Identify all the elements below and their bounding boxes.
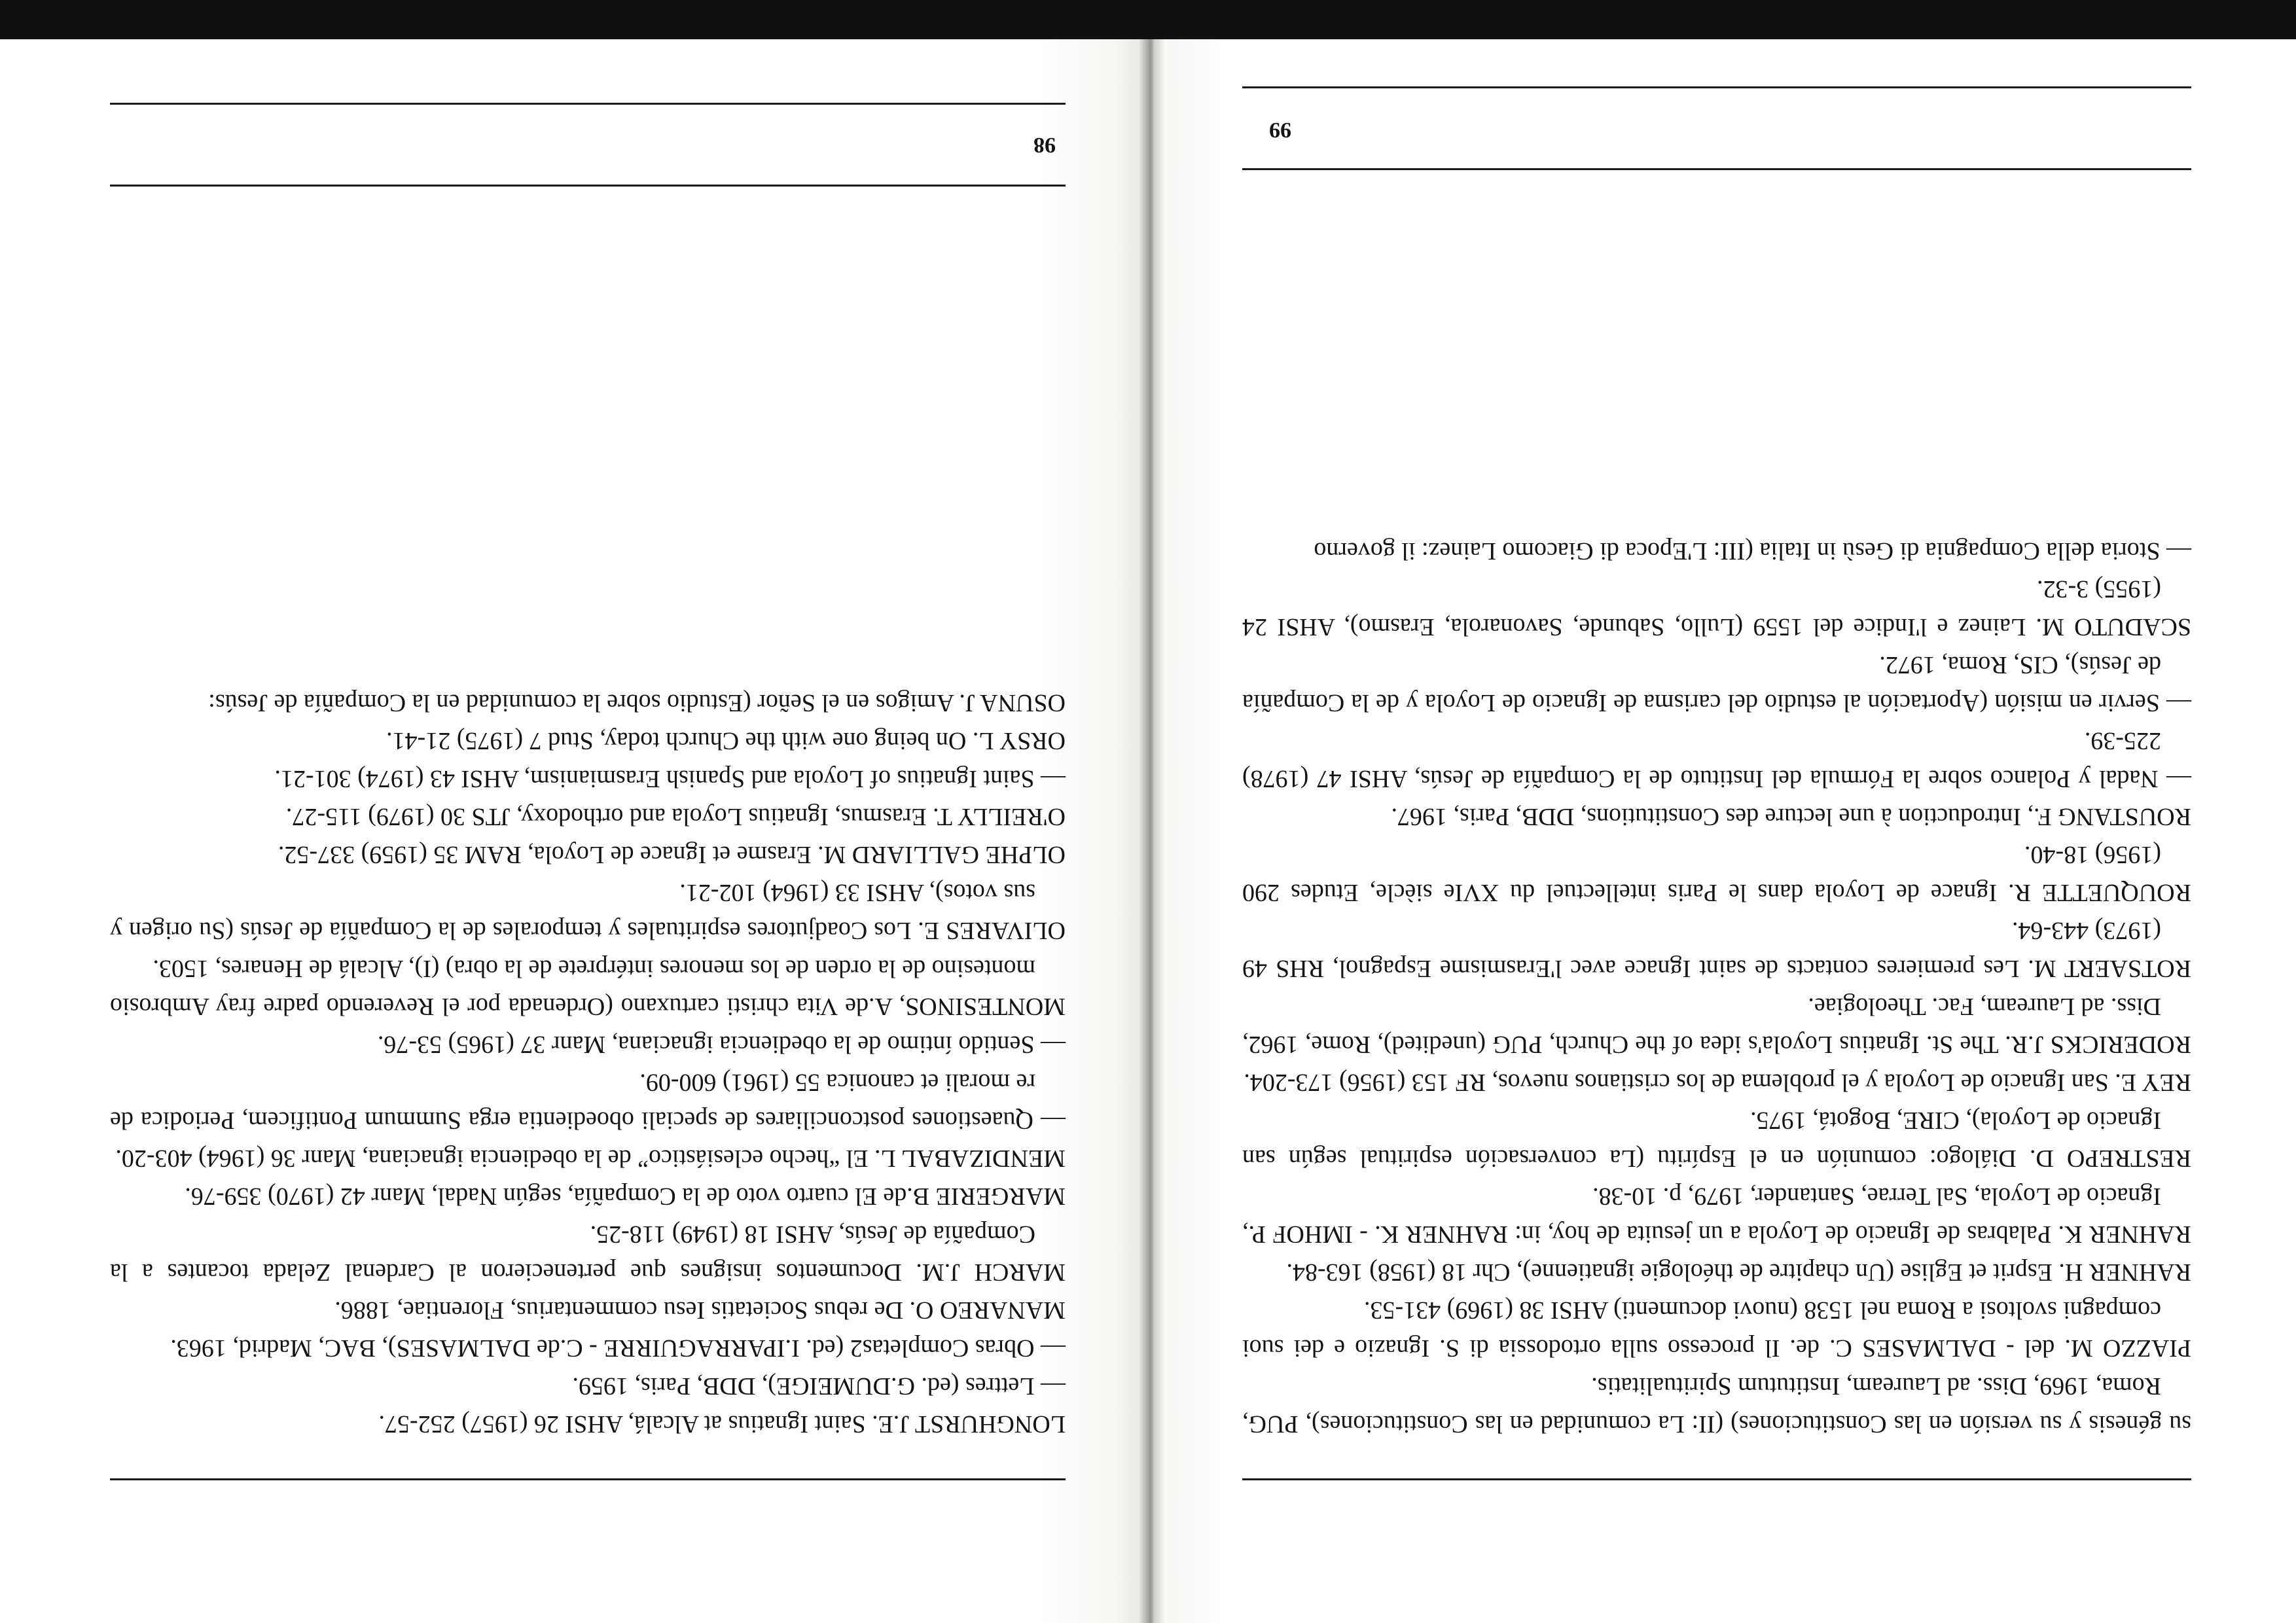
scanner-edge — [0, 0, 2296, 39]
bibliography-entry: — Saint Ignatius of Loyola and Spanish Erasmianism, AHSI 43 (1974) 301-21. — [274, 765, 1066, 793]
bibliography-entry: MARGERIE B.de El cuarto voto de la Compañía, según Nadal, Manr 42 (1970) 359-76. — [185, 1183, 1066, 1210]
footer-rule-lower — [1242, 86, 2191, 88]
bibliography-entry: — Storia della Compagnia di Gesù in Italia (III: L'Epoca di Giacomo Lainez: il governo — [1314, 537, 2191, 565]
bibliography-entry: O'REILLY T. Erasmus, Ignatius Loyola and orthodoxy, JTS 30 (1979) 115-27. — [285, 803, 1066, 830]
bibliography-entry: ROUSTANG F., Introduction à une lecture des Constitutions, DDB, Paris, 1967. — [1391, 803, 2191, 830]
top-rule — [1242, 1478, 2191, 1480]
page-number: 99 — [1269, 118, 1291, 142]
bibliography-entry: RAHNER K. Palabras de Ignacio de Loyola a un jesuita de hoy, in: RAHNER K. - IMHOF P., Ignacio de Loyola, Sal Terrae, Santander, 1979, p. 10-38. — [1242, 1183, 2191, 1248]
bibliography-entry: RODERICKS J.R. The St. Ignatius Loyola's idea of the Church, PUG (unedited), Rome, 1962, Diss. ad Lauream, Fac. Theologiae. — [1242, 993, 2191, 1058]
footer-rule-upper — [110, 185, 1066, 187]
bibliography-entry: OLIVARES E. Los Coadjutores espirituales y temporales de la Compañía de Jesús (Su origen y sus votos), AHSI 33 (1964) 102-21. — [110, 879, 1066, 944]
bibliography-entry: — Servir en misión (Aportación al estudio del carisma de Ignacio de Loyola y de la Compañía de Jesús), CIS, Roma, 1972. — [1242, 651, 2191, 717]
bibliography-entry: RAHNER H. Esprit et Eglise (Un chapitre de théologie ignatienne), Chr 18 (1958) 163-84. — [1286, 1258, 2191, 1286]
bibliography-entry: RESTREPO D. Diálogo: comunión en el Espíritu (La conversación espiritual según san Ignacio de Loyola), CIRE, Bogotá, 1975. — [1242, 1107, 2191, 1172]
top-rule — [110, 1478, 1066, 1480]
bibliography-entry: ROTSAERT M. Les premieres contacts de saint Ignace avec l'Erasmisme Espagnol, RHS 49 (1973) 443-64. — [1242, 917, 2191, 982]
book-gutter-shadow — [1139, 39, 1165, 1623]
bibliography-entry: — Quaestiones postconciliares de speciali oboedientia erga Summum Pontificem, Periodica de re morali et canonica 55 (1961) 600-09. — [110, 1069, 1066, 1134]
bibliography-entry: — Nadal y Polanco sobre la Fórmula del Instituto de la Compañía de Jesús, AHSI 47 (1978) 225-39. — [1242, 727, 2191, 793]
page-98 — [0, 39, 1154, 1623]
page-99 — [1154, 39, 2296, 1623]
footer-rule-lower — [110, 103, 1066, 105]
bibliography-entry: LONGHURST J.E. Saint Ignatius at Alcalá, AHSI 26 (1957) 252-57. — [378, 1410, 1066, 1438]
bibliography-entry: MENDIZABAL L. El “hecho eclesiástico” de la obediencia ignaciana, Manr 36 (1964) 403-20. — [115, 1145, 1066, 1172]
bibliography-entry: REY E. San Ignacio de Loyola y el problema de los cristianos nuevos, RF 153 (1956) 173-204. — [1244, 1069, 2191, 1096]
bibliography-entry: OSUNA J. Amigos en el Señor (Estudio sobre la comunidad en la Compañía de Jesús: — [208, 689, 1066, 717]
bibliography-entry: SCADUTO M. Lainez e l'Indice del 1559 (Lullo, Sabunde, Savonarola, Erasmo), AHSI 24 (1955) 3-32. — [1242, 575, 2191, 641]
page-number: 98 — [1033, 133, 1056, 157]
bibliography-entry: su génesis y su versión en las Constituciones) (II: La comunidad en las Constituciones), PUG, Roma, 1969, Diss. ad Lauream, Institutum Spiritualitatis. — [1242, 1372, 2191, 1438]
bibliography-entry: MANAREO O. De rebus Societatis Iesu commentarius, Florentiae, 1886. — [334, 1296, 1066, 1324]
bibliography-entry: MONTESINOS, A.de Vita christi cartuxano (Ordenada por el Reverendo padre fray Ambrosio montesino de la orden de los menores intérprete de la obra) (I), Alcalá de Henares, 1503. — [110, 955, 1066, 1020]
footer-rule-upper — [1242, 168, 2191, 170]
bibliography-entry: — Lettres (ed. G.DUMEIGE), DDB, Paris, 1959. — [572, 1372, 1066, 1400]
bibliography-entry: MARCH J.M. Documentos insignes que pertenecieron al Cardenal Zelada tocantes a la Compañía de Jesús, AHSI 18 (1949) 118-25. — [110, 1221, 1066, 1286]
bibliography-entry: — Obras Completas2 (ed. I.IPARRAGUIRRE - C.de DALMASES), BAC, Madrid, 1963. — [170, 1334, 1066, 1362]
bibliography-entry: OLPHE GALLIARD M. Erasme et Ignace de Loyola, RAM 35 (1959) 337-52. — [278, 841, 1066, 868]
bibliography-entry: ROUQUETTE R. Ignace de Loyola dans le Paris intellectuel du XVIe siècle, Etudes 290 (1956) 18-40. — [1242, 841, 2191, 906]
bibliography-entry: PIAZZO M. del - DALMASES C. de. Il processo sulla ortodossia di S. Ignazio e dei suoi compagni svoltosi a Roma nel 1538 (nuovi documenti) AHSI 38 (1969) 431-53. — [1242, 1296, 2191, 1362]
bibliography-entry: — Sentido íntimo de la obediencia ignaciana, Manr 37 (1965) 53-76. — [377, 1031, 1066, 1058]
bibliography-entries-page-99 — [1242, 532, 2191, 1443]
bibliography-entry: ORSY L. On being one with the Church today, Stud 7 (1975) 21-41. — [386, 727, 1066, 755]
bibliography-entries-page-98 — [110, 684, 1066, 1443]
